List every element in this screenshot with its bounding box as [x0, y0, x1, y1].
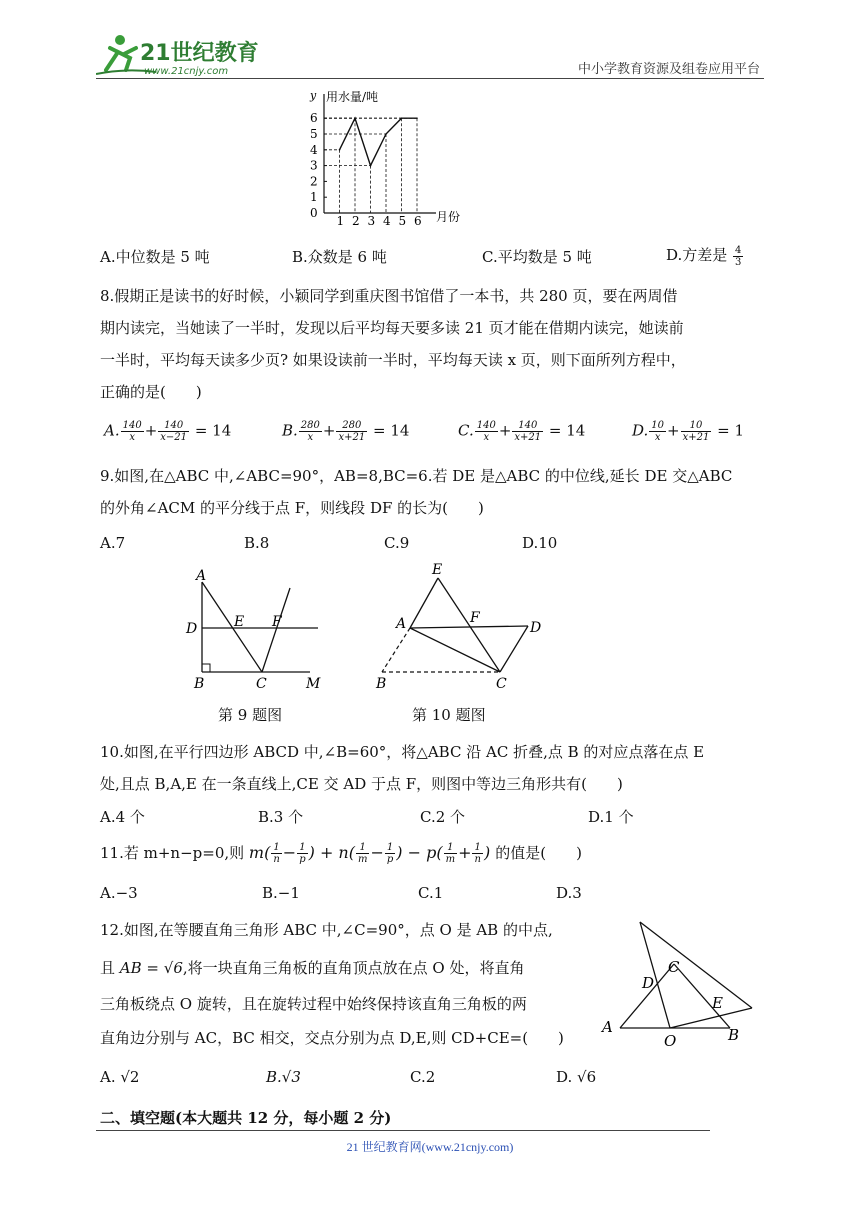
fig9-label-f: F: [272, 614, 282, 630]
y-axis-var: y: [310, 89, 317, 102]
data-point: [370, 165, 372, 167]
q10-option-a: A.4 个: [100, 808, 145, 826]
runner-logo-icon: [96, 30, 266, 80]
figure-10: [370, 560, 550, 695]
q11-expression: m( $\frac{1}{n}$ − $\frac{1}{p}$ ) + n( $\frac{1}{m}$ − $\frac{1}{p}$ ) − p( $\frac{1}{m}$ + $\frac{1}{n}$ ): [248, 842, 496, 865]
fig9-label-e: E: [234, 614, 245, 630]
fig12-label-a: A: [602, 1018, 613, 1036]
data-point: [385, 133, 387, 135]
x-tick-label: 5: [398, 214, 407, 228]
y-tick-label: 2: [310, 174, 318, 189]
q9-option-c: C.9: [384, 534, 410, 552]
q12-option-c: C.2: [410, 1068, 436, 1086]
q8-option-c: C. $\frac{140}{x}$ + $\frac{140}{x+21}$ = 14: [458, 420, 586, 443]
fig12-label-d: D: [642, 974, 655, 992]
q12-option-a: A. √2: [100, 1068, 140, 1086]
y-tick-label: 5: [310, 127, 318, 141]
figure-9-svg: [180, 560, 330, 695]
q9-option-b: B.8: [244, 534, 270, 552]
q11-option-b: B.−1: [262, 884, 300, 902]
q7-option-a: A.中位数是 5 吨: [100, 248, 210, 266]
x-tick-label: 1: [336, 214, 345, 228]
q10-option-c: C.2 个: [420, 808, 466, 826]
fig12-label-b: B: [728, 1026, 740, 1044]
y-axis-label: 用水量/吨: [326, 90, 379, 104]
q8-option-d: D. $\frac{10}{x}$ + $\frac{10}{x+21}$ = 1: [632, 420, 744, 443]
q12-line-2: 且 AB = √6,将一块直角三角板的直角顶点放在点 O 处，将直角: [100, 959, 525, 977]
fig9-label-a: A: [196, 568, 207, 584]
site-logo: [96, 30, 266, 80]
q7-option-c: C.平均数是 5 吨: [482, 248, 592, 266]
chart-svg: [296, 86, 476, 236]
q8-option-b: B. $\frac{280}{x}$ + $\frac{280}{x+21}$ = 14: [282, 420, 410, 443]
fig10-label-a: A: [396, 616, 407, 632]
fig9-label-c: C: [256, 676, 267, 692]
q7-option-d-fraction: $\frac{4}{3}$: [735, 244, 742, 268]
fig9-label-b: B: [194, 676, 205, 692]
y-tick-label: 0: [310, 206, 318, 220]
figure-9-caption: 第 9 题图: [218, 706, 283, 724]
data-point: [354, 117, 356, 119]
q10-option-d: D.1 个: [588, 808, 634, 826]
x-axis-label: 月份: [436, 210, 461, 224]
q11-stem: [100, 842, 582, 865]
fig9-label-d: D: [186, 621, 198, 637]
x-tick-label: 4: [383, 214, 391, 228]
q12-line-4: 直角边分别与 AC，BC 相交，交点分别为点 D,E,则 CD+CE=( ): [100, 1029, 564, 1047]
fig10-label-d: D: [530, 620, 542, 636]
fig10-label-e: E: [432, 562, 443, 578]
q9-line-1: 9.如图,在△ABC 中,∠ABC=90°，AB=8,BC=6.若 DE 是△ABC 的中位线,延长 DE 交△ABC: [100, 467, 733, 485]
svg-text:21世纪教育: 21世纪教育: [140, 41, 259, 66]
fig9-label-m: M: [306, 676, 321, 692]
data-point: [401, 117, 403, 119]
fig12-label-c: C: [668, 958, 680, 976]
svg-text:www.21cnjy.com: www.21cnjy.com: [144, 66, 229, 77]
q7-option-d: [666, 244, 744, 268]
q8-line-3: 一半时，平均每天读多少页? 如果设读前一半时，平均每天读 x 页，则下面所列方程中，: [100, 351, 686, 369]
section-2-title: 二、填空题(本大题共 12 分，每小题 2 分): [100, 1109, 392, 1127]
y-tick-label: 4: [310, 142, 318, 157]
q10-line-2: 处,且点 B,A,E 在一条直线上,CE 交 AD 于点 F，则图中等边三角形共有( ): [100, 775, 623, 793]
figure-10-caption: 第 10 题图: [412, 706, 486, 724]
q12-option-d: D. √6: [556, 1068, 597, 1086]
fig12-label-e: E: [712, 994, 723, 1012]
q7-option-b: B.众数是 6 吨: [292, 248, 387, 266]
data-point: [416, 117, 418, 119]
x-tick-label: 6: [414, 214, 422, 228]
q8-line-4: 正确的是( ): [100, 383, 202, 401]
q8-option-a: A. $\frac{140}{x}$ + $\frac{140}{x-21}$ = 14: [104, 420, 232, 443]
q11-option-a: A.−3: [100, 884, 138, 902]
fig10-label-b: B: [376, 676, 387, 692]
data-point: [339, 149, 341, 151]
y-tick-label: 6: [310, 111, 318, 126]
q12-option-b: B.√3: [266, 1068, 301, 1086]
fig10-label-c: C: [496, 676, 507, 692]
fig12-label-o: O: [664, 1032, 677, 1050]
figure-12-svg: [600, 912, 760, 1052]
q9-option-a: A.7: [100, 534, 126, 552]
q11-option-d: D.3: [556, 884, 582, 902]
footer-divider: [96, 1130, 710, 1131]
figure-9: [180, 560, 330, 695]
y-tick-label: 1: [310, 190, 318, 205]
q8-line-2: 期内读完，当她读了一半时，发现以后平均每天要多读 21 页才能在借期内读完，她读前: [100, 319, 684, 337]
x-tick-label: 3: [367, 214, 376, 228]
figure-12: [600, 912, 760, 1052]
q12-line-3: 三角板绕点 O 旋转，且在旋转过程中始终保持该直角三角板的两: [100, 995, 527, 1013]
water-usage-chart: [296, 86, 476, 236]
water-usage-line: [340, 118, 418, 165]
figure-10-svg: [370, 560, 550, 695]
q11-prefix: 11.若 m+n−p=0,则: [100, 844, 245, 862]
q9-line-2: 的外角∠ACM 的平分线于点 F，则线段 DF 的长为( ): [100, 499, 484, 517]
q11-suffix: 的值是( ): [495, 844, 582, 862]
q11-option-c: C.1: [418, 884, 444, 902]
q7-option-d-label: D.方差是: [666, 246, 728, 264]
q10-line-1: 10.如图,在平行四边形 ABCD 中,∠B=60°，将△ABC 沿 AC 折叠,点 B 的对应点落在点 E: [100, 743, 705, 761]
q12-line-1: 12.如图,在等腰直角三角形 ABC 中,∠C=90°，点 O 是 AB 的中点,: [100, 921, 553, 939]
fig10-label-f: F: [470, 610, 480, 626]
y-tick-label: 3: [310, 158, 318, 173]
q10-option-b: B.3 个: [258, 808, 304, 826]
x-tick-label: 2: [352, 214, 360, 228]
platform-label: 中小学教育资源及组卷应用平台: [577, 62, 760, 77]
q9-option-d: D.10: [522, 534, 558, 552]
footer-text: 21 世纪教育网(www.21cnjy.com): [346, 1140, 514, 1154]
q8-line-1: 8.假期正是读书的好时候，小颖同学到重庆图书馆借了一本书，共 280 页，要在两周借: [100, 287, 678, 305]
header-divider: [96, 78, 764, 79]
